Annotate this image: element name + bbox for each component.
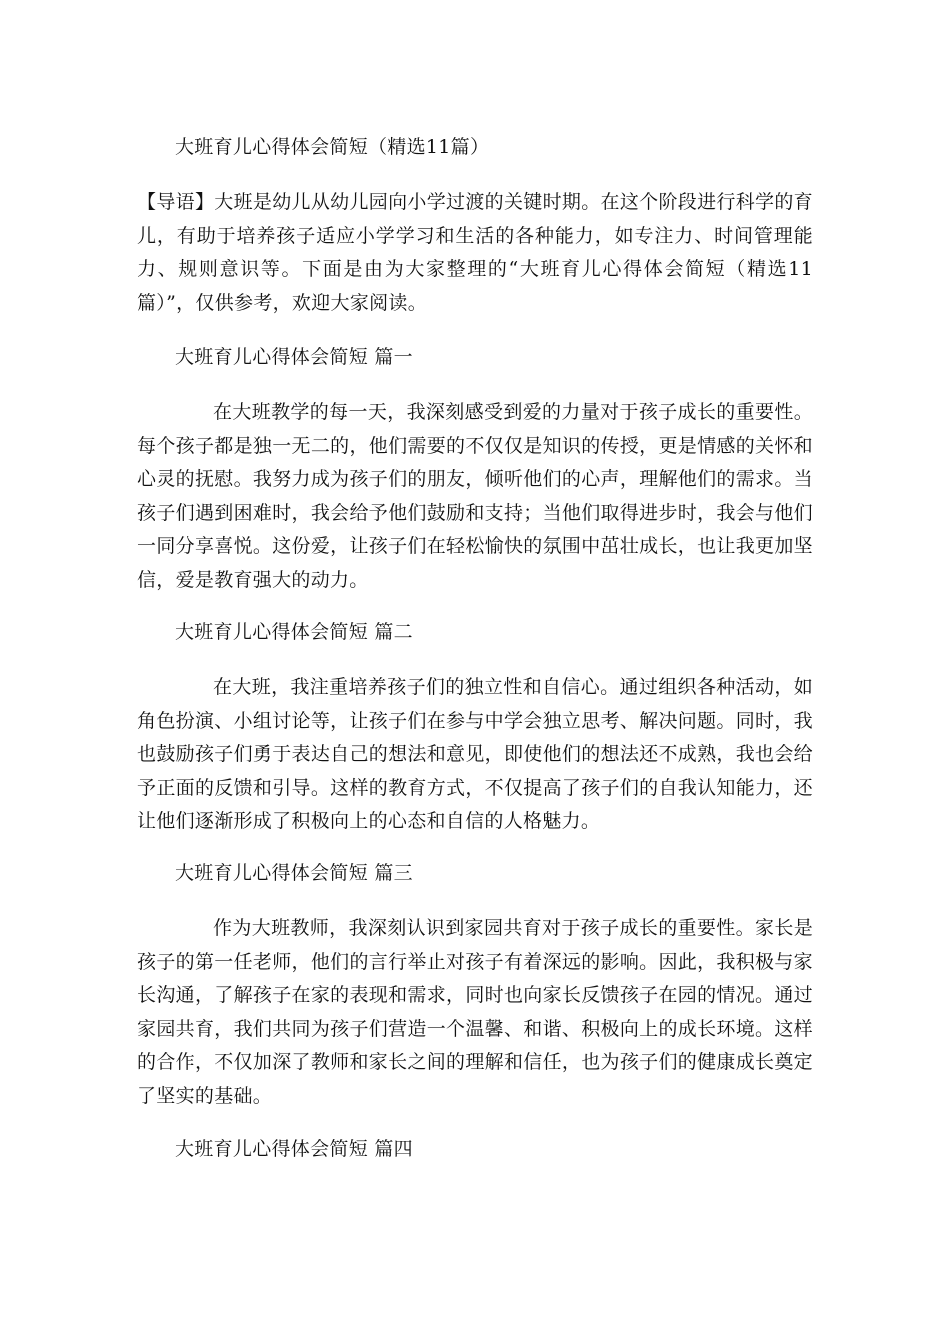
intro-paragraph: 【导语】大班是幼儿从幼儿园向小学过渡的关键时期。在这个阶段进行科学的育儿，有助于培养孩子适应小学学习和生活的各种能力，如专注力、时间管理能力、规则意识等。下面是由为大家整理的“大班育儿心得体会简短（精选11篇）”，仅供参考，欢迎大家阅读。 [137,191,813,314]
section-heading-2: 大班育儿心得体会简短 篇二 [175,621,413,643]
section-body-1: 在大班教学的每一天，我深刻感受到爱的力量对于孩子成长的重要性。每个孩子都是独一无二的，他们需要的不仅仅是知识的传授，更是情感的关怀和心灵的抚慰。我努力成为孩子们的朋友，倾听他们的心声，理解他们的需求。当孩子们遇到困难时，我会给予他们鼓励和支持；当他们取得进步时，我会与他们一同分享喜悦。这份爱，让孩子们在轻松愉快的氛围中茁壮成长，也让我更加坚信，爱是教育强大的动力。 [137,401,813,591]
section-heading-4: 大班育儿心得体会简短 篇四 [175,1138,413,1160]
section-heading-3: 大班育儿心得体会简短 篇三 [175,862,413,884]
section-body-2: 在大班，我注重培养孩子们的独立性和自信心。通过组织各种活动，如角色扮演、小组讨论等，让孩子们在参与中学会独立思考、解决问题。同时，我也鼓励孩子们勇于表达自己的想法和意见，即使他们的想法还不成熟，我也会给予正面的反馈和引导。这样的教育方式，不仅提高了孩子们的自我认知能力，还让他们逐渐形成了积极向上的心态和自信的人格魅力。 [137,676,813,832]
document-title: 大班育儿心得体会简短（精选11篇） [175,136,490,158]
section-body-3: 作为大班教师，我深刻认识到家园共育对于孩子成长的重要性。家长是孩子的第一任老师，他们的言行举止对孩子有着深远的影响。因此，我积极与家长沟通，了解孩子在家的表现和需求，同时也向家长反馈孩子在园的情况。通过家园共育，我们共同为孩子们营造一个温馨、和谐、积极向上的成长环境。这样的合作，不仅加深了教师和家长之间的理解和信任，也为孩子们的健康成长奠定了坚实的基础。 [137,917,813,1107]
section-heading-1: 大班育儿心得体会简短 篇一 [175,346,413,368]
